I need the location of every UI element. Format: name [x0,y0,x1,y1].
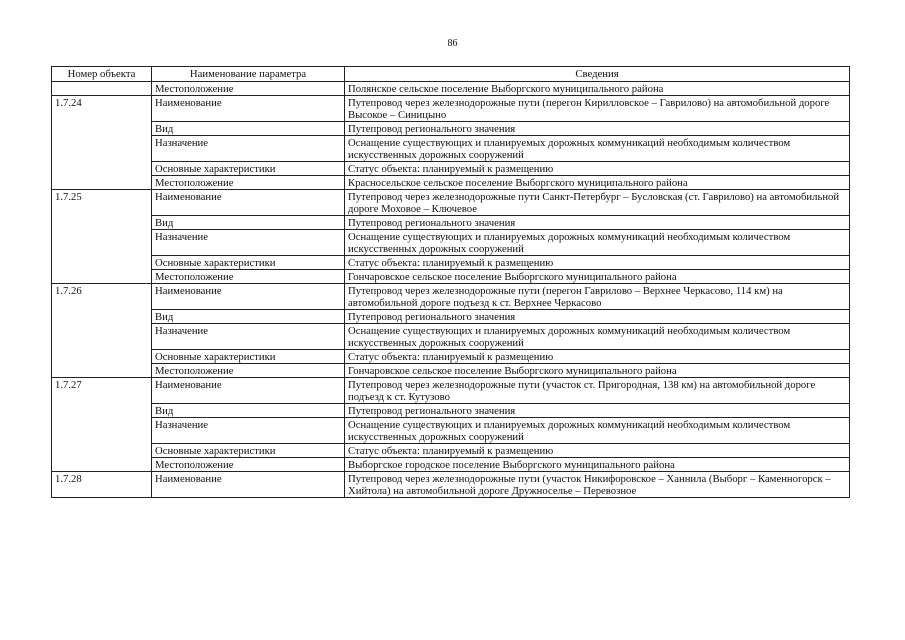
parameter-name-cell: Назначение [152,230,345,256]
header-parameter-name: Наименование параметра [152,67,345,82]
object-number-cell: 1.7.28 [52,472,152,498]
table-row [52,256,850,270]
details-cell: Путепровод через железнодорожные пути (перегон Кирилловское – Гаврилово) на автомобильной дороге Высокое – Синицыно [345,96,850,122]
details-cell: Путепровод через железнодорожные пути (участок Никифоровское – Ханнила (Выборг – Каменногорск – Хийтола) на автомобильной дороге Дружноселье – Перевозное [345,472,850,498]
parameter-name-cell: Наименование [152,284,345,310]
parameter-name-cell: Назначение [152,418,345,444]
table-row [52,162,850,176]
table-row [52,310,850,324]
details-cell: Оснащение существующих и планируемых дорожных коммуникаций необходимым количеством искусственных дорожных сооружений [345,230,850,256]
parameter-name-cell: Наименование [152,96,345,122]
parameter-name-cell: Местоположение [152,270,345,284]
table-row [52,404,850,418]
page-number: 86 [447,38,458,49]
table-row [52,364,850,378]
parameter-name-cell: Основные характеристики [152,350,345,364]
header-details: Сведения [345,67,850,82]
details-cell: Путепровод через железнодорожные пути (участок ст. Пригородная, 138 км) на автомобильной дороге подъезд к ст. Кутузово [345,378,850,404]
object-number-cell: 1.7.27 [52,378,152,472]
details-cell: Статус объекта: планируемый к размещению [345,350,850,364]
parameters-table [51,66,850,498]
table-row [52,418,850,444]
object-number-cell [52,82,152,96]
table-row [52,96,850,122]
details-cell: Оснащение существующих и планируемых дорожных коммуникаций необходимым количеством искусственных дорожных сооружений [345,418,850,444]
object-number-cell: 1.7.26 [52,284,152,378]
table-row [52,190,850,216]
table-row [52,216,850,230]
table-row [52,270,850,284]
parameter-name-cell: Местоположение [152,364,345,378]
details-cell: Путепровод регионального значения [345,122,850,136]
object-number-cell: 1.7.25 [52,190,152,284]
details-cell: Путепровод через железнодорожные пути Санкт-Петербург – Бусловская (ст. Гаврилово) на автомобильной дороге Моховое – Ключевое [345,190,850,216]
table-row [52,284,850,310]
table-row [52,472,850,498]
parameter-name-cell: Наименование [152,378,345,404]
table-row [52,378,850,404]
details-cell: Оснащение существующих и планируемых дорожных коммуникаций необходимым количеством искусственных дорожных сооружений [345,324,850,350]
parameter-name-cell: Основные характеристики [152,256,345,270]
details-cell: Гончаровское сельское поселение Выборгского муниципального района [345,364,850,378]
parameter-name-cell: Наименование [152,190,345,216]
parameter-name-cell: Местоположение [152,82,345,96]
details-cell: Путепровод через железнодорожные пути (перегон Гаврилово – Верхнее Черкасово, 114 км) на автомобильной дороге подъезд к ст. Верхнее Черкасово [345,284,850,310]
parameter-name-cell: Основные характеристики [152,444,345,458]
details-cell: Путепровод регионального значения [345,404,850,418]
details-cell: Красносельское сельское поселение Выборгского муниципального района [345,176,850,190]
parameter-name-cell: Вид [152,122,345,136]
parameter-name-cell: Вид [152,216,345,230]
parameter-name-cell: Вид [152,310,345,324]
details-cell: Полянское сельское поселение Выборгского муниципального района [345,82,850,96]
parameter-name-cell: Основные характеристики [152,162,345,176]
table-row [52,122,850,136]
details-cell: Статус объекта: планируемый к размещению [345,256,850,270]
header-object-number: Номер объекта [52,67,152,82]
details-cell: Оснащение существующих и планируемых дорожных коммуникаций необходимым количеством искусственных дорожных сооружений [345,136,850,162]
parameter-name-cell: Назначение [152,136,345,162]
details-cell: Выборгское городское поселение Выборгского муниципального района [345,458,850,472]
table-row [52,230,850,256]
table-row [52,350,850,364]
details-cell: Путепровод регионального значения [345,310,850,324]
parameter-name-cell: Назначение [152,324,345,350]
table-row [52,82,850,96]
table-row [52,458,850,472]
table-header-row [52,67,850,82]
object-number-cell: 1.7.24 [52,96,152,190]
details-cell: Гончаровское сельское поселение Выборгского муниципального района [345,270,850,284]
parameter-name-cell: Вид [152,404,345,418]
details-cell: Статус объекта: планируемый к размещению [345,444,850,458]
parameter-name-cell: Местоположение [152,176,345,190]
table-row [52,136,850,162]
parameter-name-cell: Наименование [152,472,345,498]
parameter-name-cell: Местоположение [152,458,345,472]
table-row [52,444,850,458]
details-cell: Путепровод регионального значения [345,216,850,230]
details-cell: Статус объекта: планируемый к размещению [345,162,850,176]
table-row [52,176,850,190]
table-row [52,324,850,350]
table-body [52,82,850,498]
